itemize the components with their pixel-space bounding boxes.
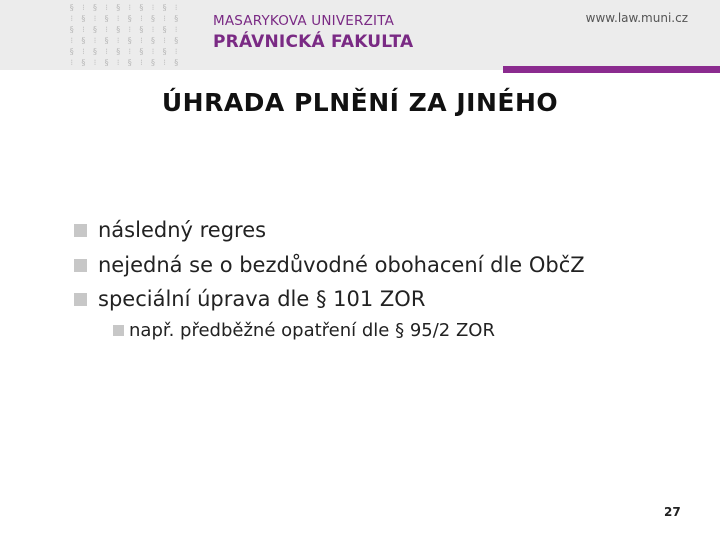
bullet-item	[74, 213, 694, 248]
faculty-logo-pattern: § ⁝ § ⁝ § ⁝ § ⁝ § ⁝ ⁝ § ⁝ § ⁝ § ⁝ § ⁝ § § ⁝ § ⁝ § ⁝ § ⁝ § ⁝ ⁝ § ⁝ § ⁝ § ⁝ § ⁝ § § ⁝ § ⁝ § ⁝ § ⁝ § ⁝ ⁝ § ⁝ § ⁝ § ⁝ § ⁝ §	[69, 3, 179, 67]
bullet-text: nejedná se o bezdůvodné obohacení dle ObčZ	[98, 252, 585, 277]
square-bullet-icon	[74, 293, 87, 306]
faculty-name: PRÁVNICKÁ FAKULTA	[213, 32, 414, 52]
bullet-list	[74, 213, 694, 317]
square-bullet-icon	[74, 224, 87, 237]
square-bullet-icon	[74, 259, 87, 272]
bullet-item	[74, 248, 694, 283]
bullet-text: následný regres	[98, 218, 267, 242]
sub-bullet-item	[113, 314, 495, 348]
bullet-text: speciální úprava dle § 101 ZOR	[98, 287, 426, 311]
page-number: 27	[664, 505, 681, 519]
sub-bullet-text: např. předběžné opatření dle § 95/2 ZOR	[129, 320, 495, 341]
slide-title: ÚHRADA PLNĚNÍ ZA JINÉHO	[161, 88, 559, 117]
bullet-item	[74, 282, 694, 317]
accent-bar	[503, 66, 720, 73]
website-link[interactable]: www.law.muni.cz	[585, 11, 688, 25]
university-name: MASARYKOVA UNIVERZITA	[213, 13, 395, 29]
square-bullet-icon	[113, 325, 124, 336]
